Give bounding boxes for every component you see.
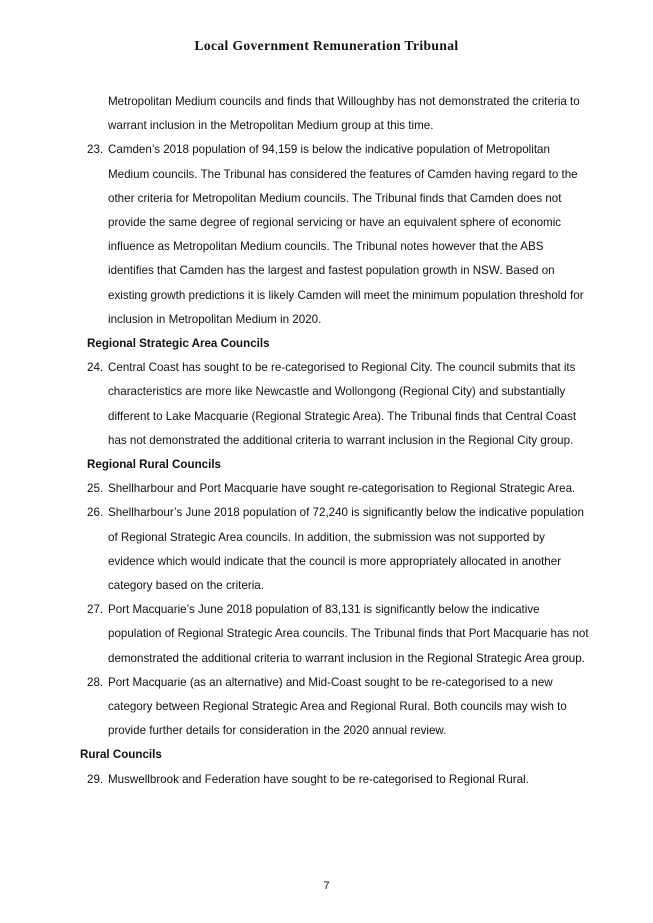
paragraph-continuation — [80, 90, 590, 138]
paragraph-24 — [80, 356, 590, 453]
paragraph-text: Central Coast has sought to be re-categorised to Regional City. The council submits that its characteristics are more like Newcastle and Wollongong (Regional City) and substantially different to Lake Macquarie (Regional Strategic Area). The Tribunal finds that Central Coast has not demonstrated the additional criteria to warrant inclusion in the Regional City group. — [108, 361, 577, 447]
paragraph-number: 27. — [87, 603, 104, 617]
section-heading-regional-strategic-area: Regional Strategic Area Councils — [87, 337, 270, 351]
document-body — [80, 90, 590, 792]
paragraph-text: Camden’s 2018 population of 94,159 is below the indicative population of Metropolitan Medium councils. The Tribunal has considered the features of Camden having regard to the other criteria for Metropolitan Medium councils. The Tribunal finds that Camden does not provide the same degree of regional servicing or have an equivalent sphere of economic influence as Metropolitan Medium councils. The Tribunal notes however that the ABS identifies that Camden has the largest and fastest population growth in NSW. Based on existing growth predictions it is likely Camden will meet the minimum population threshold for inclusion in Metropolitan Medium in 2020. — [108, 143, 584, 326]
paragraph-text: Muswellbrook and Federation have sought to be re-categorised to Regional Rural. — [108, 772, 529, 786]
section-heading-rural: Rural Councils — [80, 748, 162, 762]
paragraph-text: Metropolitan Medium councils and finds that Willoughby has not demonstrated the criteria to warrant inclusion in the Metropolitan Medium group at this time. — [108, 95, 580, 133]
paragraph-number: 23. — [87, 143, 104, 157]
paragraph-number: 28. — [87, 675, 104, 689]
paragraph-number: 25. — [87, 482, 104, 496]
paragraph-text: Port Macquarie’s June 2018 population of 83,131 is significantly below the indicative population of Regional Strategic Area councils. The Tribunal finds that Port Macquarie has not demonstrated the additional criteria to warrant inclusion in the Regional Strategic Area group. — [108, 603, 589, 665]
paragraph-number: 26. — [87, 506, 104, 520]
page-header-title: Local Government Remuneration Tribunal — [194, 38, 459, 53]
paragraph-text: Port Macquarie (as an alternative) and Mid-Coast sought to be re-categorised to a new category between Regional Strategic Area and Regional Rural. Both councils may wish to provide further details for consideration in the 2020 annual review. — [108, 675, 567, 738]
section-heading-regional-rural: Regional Rural Councils — [87, 458, 221, 472]
paragraph-23 — [80, 138, 590, 332]
paragraph-number: 29. — [87, 772, 104, 786]
paragraph-28 — [80, 671, 590, 744]
page-number: 7 — [323, 880, 330, 892]
paragraph-number: 24. — [87, 361, 104, 375]
paragraph-29 — [80, 768, 590, 792]
paragraph-25 — [80, 477, 590, 501]
paragraph-text: Shellharbour’s June 2018 population of 72,240 is significantly below the indicative population of Regional Strategic Area councils. In addition, the submission was not supported by evidence which would indicate that the council is more appropriately allocated in another category based on the criteria. — [108, 506, 584, 593]
paragraph-27 — [80, 598, 590, 671]
paragraph-text: Shellharbour and Port Macquarie have sought re-categorisation to Regional Strategic Area. — [108, 482, 576, 496]
paragraph-26 — [80, 501, 590, 598]
